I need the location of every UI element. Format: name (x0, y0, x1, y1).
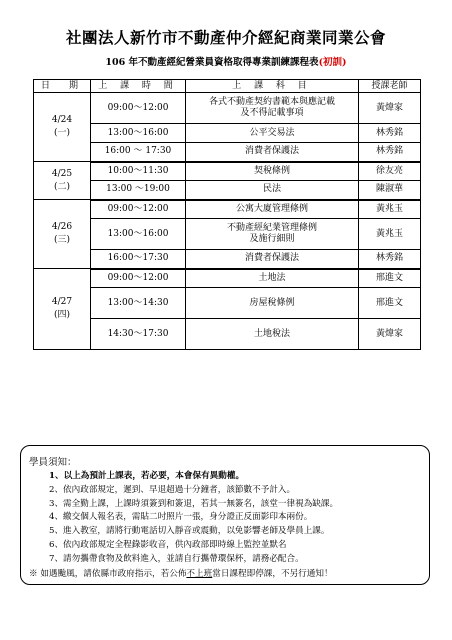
time-cell: 09:00～12:00 (91, 93, 186, 124)
header-teacher: 授課老師 (359, 80, 421, 93)
notes-list (29, 470, 421, 567)
time-cell: 13:00 ～19:00 (91, 181, 186, 200)
teacher-cell: 林秀銘 (359, 250, 421, 269)
table-row (34, 250, 421, 269)
list-item: 6、依內政部規定全程錄影收音，供內政部即時線上監控並默名 (49, 539, 287, 550)
time-cell: 09:00～12:00 (91, 269, 186, 288)
table-row (34, 219, 421, 250)
subject-cell: 房屋稅條例 (186, 288, 359, 319)
table-row (34, 143, 421, 162)
page-title: 社團法人新竹市不動產仲介經紀商業同業公會 (65, 28, 386, 47)
date-cell: 4/27 (四) (34, 269, 91, 350)
schedule-table (33, 79, 421, 350)
subject-cell: 公寓大廈管理條例 (186, 200, 359, 219)
list-item: 5、進入教室，請將行動電話切入靜音或震動，以免影響老師及學員上課。 (49, 526, 330, 537)
teacher-cell: 徐友亮 (359, 162, 421, 181)
table-row (34, 288, 421, 319)
list-item: 1、以上為預計上課表，若必要，本會保有異動權。 (49, 471, 245, 481)
subject-cell: 土地法 (186, 269, 359, 288)
teacher-cell: 黃煒家 (359, 319, 421, 350)
time-cell: 09:00～12:00 (91, 200, 186, 219)
time-cell: 13:00～14:30 (91, 288, 186, 319)
teacher-cell: 黃兆玉 (359, 219, 421, 250)
table-row (34, 162, 421, 181)
subtitle-note: (初訓) (318, 57, 347, 68)
date-cell: 4/24 (一) (34, 93, 91, 162)
subject-cell: 土地稅法 (186, 319, 359, 350)
teacher-cell: 邢進文 (359, 288, 421, 319)
date-cell: 4/25 (二) (34, 162, 91, 200)
list-item: 7、請勿攜帶食物及飲料進入，並請自行攜帶環保杯，請務必配合。 (49, 553, 304, 564)
list-item: 2、依內政部規定，遲到、早退超過十分鐘者，該節數不予計入。 (49, 484, 296, 495)
table-row (34, 269, 421, 288)
time-cell: 10:00～11:30 (91, 162, 186, 181)
table-row (34, 181, 421, 200)
subject-cell: 各式不動產契約書範本與應記載 及不得記載事項 (186, 93, 359, 124)
time-cell: 14:30～17:30 (91, 319, 186, 350)
page-subtitle (0, 54, 452, 68)
teacher-cell: 邢進文 (359, 269, 421, 288)
table-row (34, 319, 421, 350)
subject-cell: 不動產經紀業管理條例 及施行細則 (186, 219, 359, 250)
time-cell: 16:00 ～ 17:30 (91, 143, 186, 162)
header-time: 上 課 時 間 (91, 80, 186, 93)
subtitle-text: 106 年不動產經紀營業員資格取得專業訓練課程表 (105, 57, 319, 68)
notice-underline: 不上班 (186, 568, 213, 579)
date-cell: 4/26 (三) (34, 200, 91, 269)
subject-cell: 契稅條例 (186, 162, 359, 181)
time-cell: 13:00～16:00 (91, 219, 186, 250)
header-subject: 上 課 科 目 (186, 80, 359, 93)
subject-cell: 消費者保護法 (186, 250, 359, 269)
teacher-cell: 林秀銘 (359, 143, 421, 162)
header-date: 日 期 (34, 80, 91, 93)
typhoon-notice: ※ 如遇颱風，請依縣市政府指示，若公佈不上班當日課程即停課，不另行通知！ (29, 568, 333, 579)
time-cell: 16:00～17:30 (91, 250, 186, 269)
notes-box (20, 445, 430, 585)
list-item: 3、需全勤上課，上課時須簽到和簽退，若其一無簽名，該堂一律視為缺課。 (49, 498, 339, 509)
time-cell: 13:00～16:00 (91, 124, 186, 143)
subject-cell: 消費者保護法 (186, 143, 359, 162)
subject-cell: 公平交易法 (186, 124, 359, 143)
table-row (34, 200, 421, 219)
list-item: 4、繳交個人報名表，需貼二吋照片一張，身分證正反面影印本兩份。 (49, 512, 313, 523)
table-row (34, 93, 421, 124)
table-header-row (34, 80, 421, 93)
table-row (34, 124, 421, 143)
teacher-cell: 黃煒家 (359, 93, 421, 124)
teacher-cell: 陳淑華 (359, 181, 421, 200)
notes-title: 學員須知： (29, 457, 77, 468)
subject-cell: 民法 (186, 181, 359, 200)
teacher-cell: 黃兆玉 (359, 200, 421, 219)
teacher-cell: 林秀銘 (359, 124, 421, 143)
